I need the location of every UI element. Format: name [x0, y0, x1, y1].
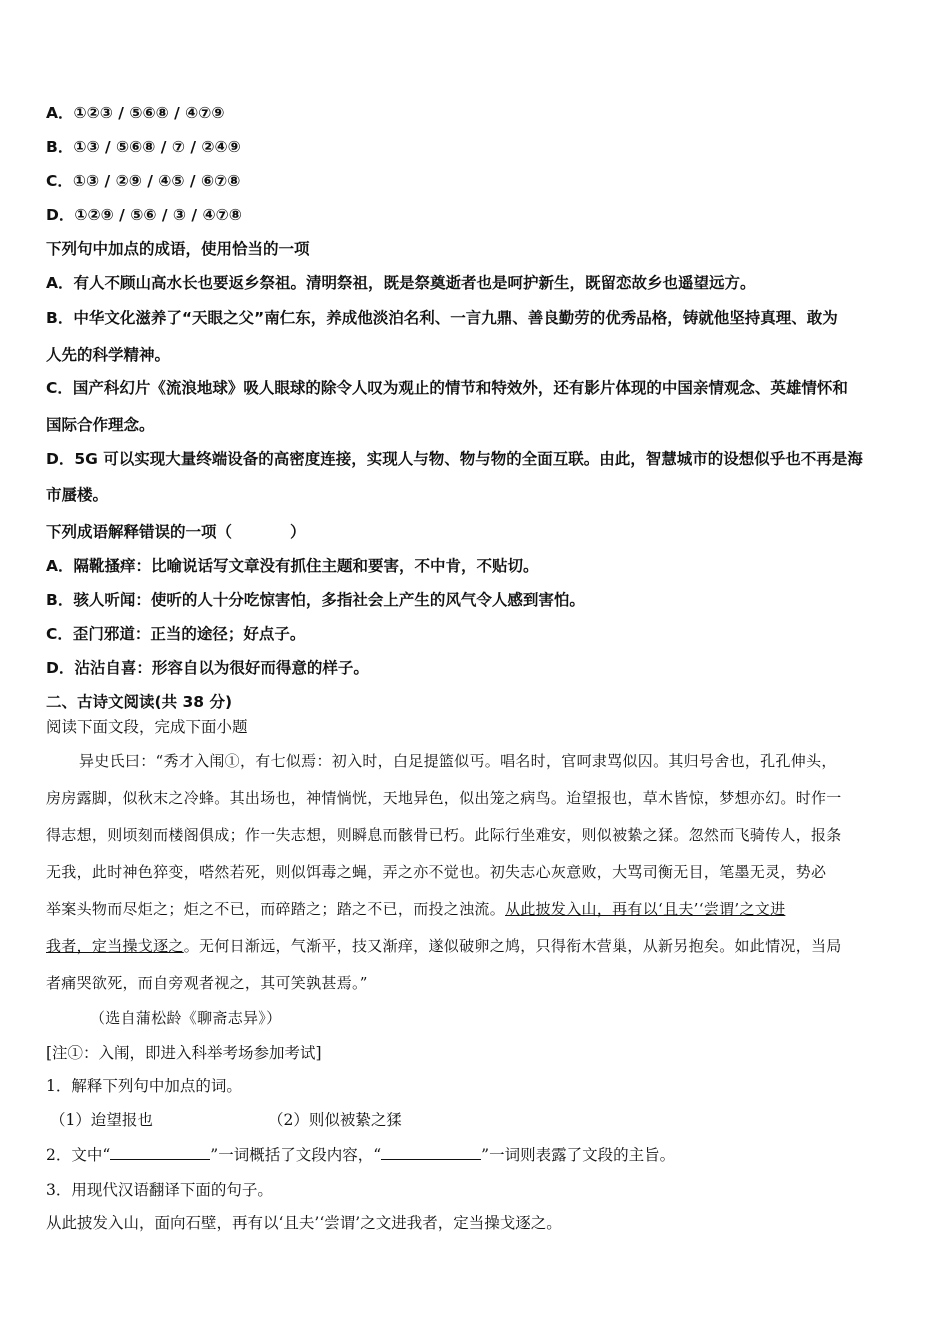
question-2: 2．文中“ ”一词概括了文段内容，“ ”一词则表露了文段的主旨。: [46, 1146, 676, 1164]
question-idiom-use-stem: 下列句中加点的成语，使用恰当的一项: [46, 240, 310, 258]
passage-line-1: 异史氏曰：“秀才入闱①，有七似焉：初入时，白足提篮似丐。唱名时，官呵隶骂似囚。其归号舍也，孔孔伸头，: [79, 752, 837, 770]
passage-line-5: 举案头物而尽炬之；炬之不已，而碎踏之；踏之不已，而投之浊流。从此披发入山，再有以‘且夫’‘尝谓’之文进: [46, 900, 786, 918]
question-idiom-use-option-d-cont: 市蜃楼。: [46, 486, 109, 504]
question-3-sentence: 从此披发入山，面向石壁，再有以‘且夫’‘尝谓’之文进我者，定当操戈逐之。: [46, 1214, 562, 1232]
question-idiom-explain-option-d: D．沾沾自喜：形容自以为很好而得意的样子。: [46, 659, 369, 677]
passage-line-6: 我者，定当操戈逐之。无何日渐远，气渐平，技又渐痒，遂似破卵之鸠，只得衔木营巢，从新另抱矣。如此情况，当局: [46, 937, 842, 955]
passage-note: [注①：入闱，即进入科举考场参加考试]: [46, 1044, 322, 1062]
answer-blank-2[interactable]: [381, 1145, 481, 1160]
question-idiom-use-option-c: C．国产科幻片《流浪地球》吸人眼球的除令人叹为观止的情节和特效外，还有影片体现的中国亲情观念、英雄情怀和: [46, 379, 848, 397]
passage-line-2: 房房露脚，似秋末之冷蜂。其出场也，神情惝恍，天地异色，似出笼之病鸟。迨望报也，草木皆惊，梦想亦幻。时作一: [46, 789, 842, 807]
answer-blank-1[interactable]: [110, 1145, 210, 1160]
question-idiom-use-option-a: A．有人不顾山高水长也要返乡祭祖。清明祭祖，既是祭奠逝者也是呵护新生，既留恋故乡也遥望远方。: [46, 274, 756, 292]
question-1-item-2: （2）则似被絷之猱: [268, 1111, 402, 1129]
option-d-order: D．①②⑨ / ⑤⑥ / ③ / ④⑦⑧: [46, 206, 242, 224]
underlined-sentence-part-2: 我者，定当操戈逐之: [46, 937, 184, 955]
underlined-sentence-part-1: 从此披发入山，再有以‘且夫’‘尝谓’之文进: [505, 900, 786, 918]
question-idiom-explain-option-b: B．骇人听闻：使听的人十分吃惊害怕，多指社会上产生的风气令人感到害怕。: [46, 591, 585, 609]
question-idiom-explain-option-a: A．隔靴搔痒：比喻说话写文章没有抓住主题和要害，不中肯，不贴切。: [46, 557, 539, 575]
passage-source: （选自蒲松龄《聊斋志异》）: [90, 1009, 282, 1027]
option-c-order: C．①③ / ②⑨ / ④⑤ / ⑥⑦⑧: [46, 172, 241, 190]
question-1-item-1: （1）迨望报也: [50, 1111, 153, 1129]
section-title: 二、古诗文阅读(共 38 分): [46, 693, 233, 711]
question-idiom-explain-option-c: C．歪门邪道：正当的途径；好点子。: [46, 625, 306, 643]
passage-line-3: 得志想，则顷刻而楼阁俱成；作一失志想，则瞬息而骸骨已朽。此际行坐难安，则似被絷之猱。忽然而飞骑传人，报条: [46, 826, 842, 844]
question-3-stem: 3．用现代汉语翻译下面的句子。: [46, 1181, 273, 1199]
passage-line-4: 无我，此时神色猝变，嗒然若死，则似饵毒之蝇，弄之亦不觉也。初失志心灰意败，大骂司衡无目，笔墨无灵，势必: [46, 863, 827, 881]
question-idiom-use-option-d: D．5G 可以实现大量终端设备的高密度连接，实现人与物、物与物的全面互联。由此，智慧城市的设想似乎也不再是海: [46, 450, 863, 468]
reading-intro: 阅读下面文段，完成下面小题: [46, 718, 248, 736]
option-b-order: B．①③ / ⑤⑥⑧ / ⑦ / ②④⑨: [46, 138, 241, 156]
passage-line-7: 者痛哭欲死，而自旁观者视之，其可笑孰甚焉。”: [46, 974, 368, 992]
question-1-stem: 1．解释下列句中加点的词。: [46, 1077, 242, 1095]
question-idiom-use-option-b: B．中华文化滋养了“天眼之父”南仁东，养成他淡泊名利、一言九鼎、善良勤劳的优秀品格，铸就他坚持真理、敢为: [46, 309, 838, 327]
option-a-order: A．①②③ / ⑤⑥⑧ / ④⑦⑨: [46, 104, 225, 122]
question-idiom-explain-stem: 下列成语解释错误的一项（ ）: [46, 523, 306, 541]
question-idiom-use-option-c-cont: 国际合作理念。: [46, 416, 155, 434]
question-idiom-use-option-b-cont: 人先的科学精神。: [46, 346, 171, 364]
